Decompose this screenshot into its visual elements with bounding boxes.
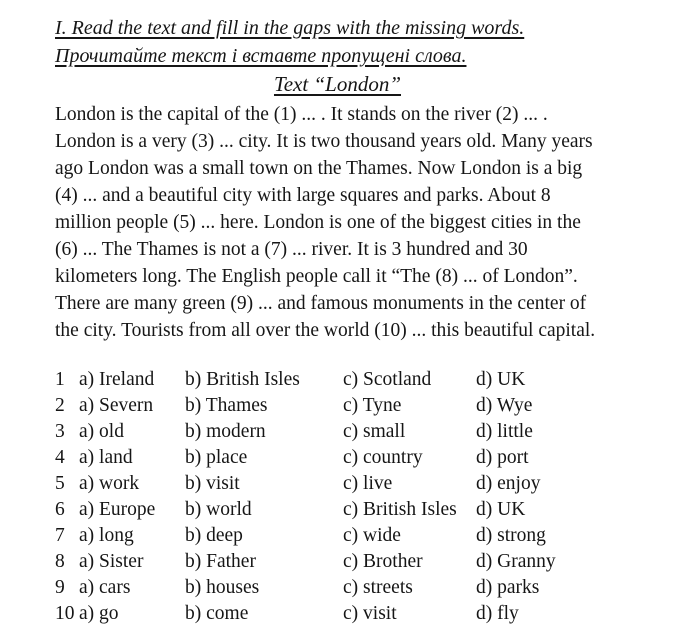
option-row: [55, 445, 655, 471]
options-table: [55, 367, 655, 627]
option-c: c) Tyne: [343, 395, 402, 416]
option-a: a) Sister: [79, 551, 144, 572]
option-row: [55, 601, 655, 627]
option-c: c) country: [343, 447, 423, 468]
doc-title-text: Text “London”: [273, 72, 401, 96]
option-number: 5: [55, 473, 65, 494]
option-a: a) Severn: [79, 395, 154, 416]
paragraph-line: million people (5) ... here. London is one of the biggest cities in the: [55, 212, 581, 233]
option-a: a) go: [79, 603, 119, 624]
option-row: [55, 549, 655, 575]
option-row: [55, 523, 655, 549]
option-row: [55, 575, 655, 601]
option-d: d) strong: [476, 525, 546, 546]
option-row: [55, 419, 655, 445]
option-b: b) come: [185, 603, 249, 624]
option-d: d) fly: [476, 603, 519, 624]
option-d: d) Granny: [476, 551, 556, 572]
paragraph-line: (6) ... The Thames is not a (7) ... river. It is 3 hundred and 30: [55, 239, 528, 260]
option-number: 2: [55, 395, 65, 416]
instruction-text-en: I. Read the text and fill in the gaps with the missing words.: [55, 17, 525, 39]
paragraph-line: the city. Tourists from all over the world (10) ... this beautiful capital.: [55, 320, 596, 341]
option-d: d) UK: [476, 499, 526, 520]
option-b: b) modern: [185, 421, 266, 442]
option-a: a) long: [79, 525, 134, 546]
option-c: c) British Isles: [343, 499, 457, 520]
option-c: c) Brother: [343, 551, 423, 572]
option-number: 9: [55, 577, 65, 598]
option-b: b) Father: [185, 551, 256, 572]
paragraph-line: London is the capital of the (1) ... . It stands on the river (2) ... .: [55, 104, 548, 125]
option-a: a) land: [79, 447, 133, 468]
option-number: 7: [55, 525, 65, 546]
paragraph-line: (4) ... and a beautiful city with large squares and parks. About 8: [55, 185, 551, 206]
option-number: 1: [55, 369, 65, 390]
option-number: 3: [55, 421, 65, 442]
paragraph-line: There are many green (9) ... and famous monuments in the center of: [55, 293, 587, 314]
option-row: [55, 497, 655, 523]
option-c: c) streets: [343, 577, 413, 598]
option-b: b) Thames: [185, 395, 268, 416]
option-a: a) cars: [79, 577, 131, 598]
option-d: d) Wye: [476, 395, 533, 416]
option-c: c) visit: [343, 603, 397, 624]
option-number: 4: [55, 447, 65, 468]
option-row: [55, 393, 655, 419]
option-d: d) parks: [476, 577, 540, 598]
option-number: 8: [55, 551, 65, 572]
paragraph-line: kilometers long. The English people call it “The (8) ... of London”.: [55, 266, 578, 287]
option-c: c) live: [343, 473, 393, 494]
instruction-line-uk: [55, 42, 655, 70]
option-number: 6: [55, 499, 65, 520]
instruction-text-uk: Прочитайте текст і вставте пропущені слова.: [55, 45, 467, 67]
option-row: [55, 471, 655, 497]
option-c: c) wide: [343, 525, 401, 546]
option-number: 10: [55, 603, 75, 624]
gap-fill-paragraph: [55, 101, 655, 344]
option-b: b) British Isles: [185, 369, 300, 390]
option-b: b) visit: [185, 473, 240, 494]
option-a: a) work: [79, 473, 140, 494]
option-d: d) UK: [476, 369, 526, 390]
option-b: b) houses: [185, 577, 260, 598]
option-b: b) place: [185, 447, 248, 468]
option-a: a) Europe: [79, 499, 156, 520]
doc-title: [20, 70, 655, 99]
option-b: b) deep: [185, 525, 243, 546]
instruction-line-en: [55, 14, 655, 42]
option-d: d) little: [476, 421, 533, 442]
option-row: [55, 367, 655, 393]
option-c: c) small: [343, 421, 406, 442]
paragraph-line: ago London was a small town on the Thames. Now London is a big: [55, 158, 583, 179]
option-d: d) enjoy: [476, 473, 541, 494]
option-a: a) Ireland: [79, 369, 155, 390]
option-d: d) port: [476, 447, 529, 468]
option-c: c) Scotland: [343, 369, 432, 390]
paragraph-line: London is a very (3) ... city. It is two thousand years old. Many years: [55, 131, 593, 152]
option-a: a) old: [79, 421, 124, 442]
option-b: b) world: [185, 499, 252, 520]
